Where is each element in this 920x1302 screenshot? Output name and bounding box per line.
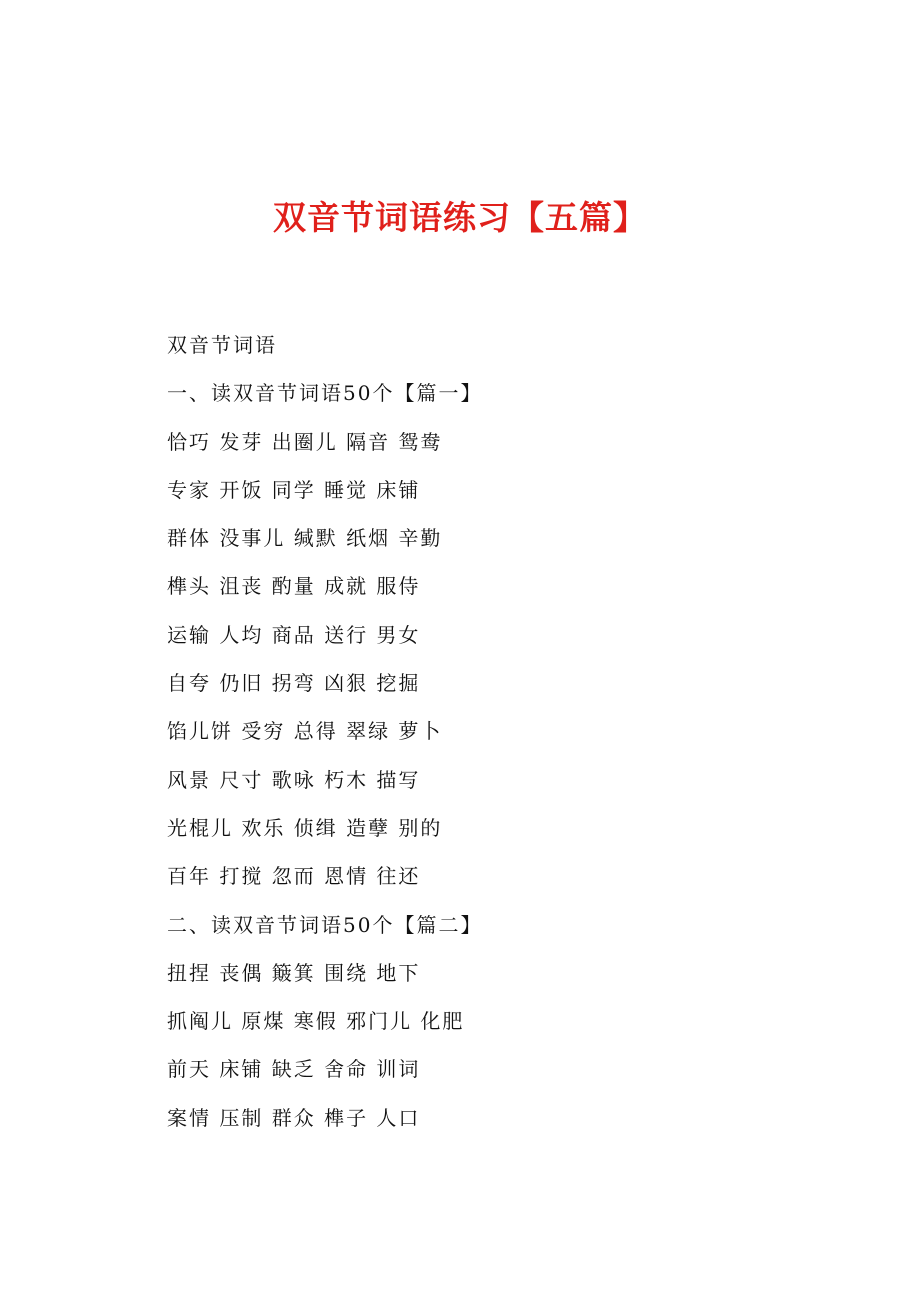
document-title: 双音节词语练习【五篇】 — [273, 198, 647, 237]
word-row: 光棍儿 欢乐 侦缉 造孽 别的 — [167, 815, 443, 840]
word-row: 百年 打搅 忽而 恩情 往还 — [167, 864, 421, 889]
section-heading: 双音节词语 — [167, 333, 277, 357]
word-row: 案情 压制 群众 榫子 人口 — [167, 1105, 421, 1130]
document-body — [167, 328, 807, 1149]
word-row: 群体 没事儿 缄默 纸烟 辛勤 — [167, 526, 443, 551]
word-row: 榫头 沮丧 酌量 成就 服侍 — [167, 574, 421, 599]
word-row: 前天 床铺 缺乏 舍命 训词 — [167, 1057, 421, 1082]
word-row: 抓阄儿 原煤 寒假 邪门儿 化肥 — [167, 1009, 465, 1034]
word-row: 风景 尺寸 歌咏 朽木 描写 — [167, 767, 421, 792]
word-row: 馅儿饼 受穷 总得 翠绿 萝卜 — [167, 719, 443, 744]
word-row: 自夸 仍旧 拐弯 凶狠 挖掘 — [167, 671, 421, 696]
word-row: 专家 开饭 同学 睡觉 床铺 — [167, 477, 421, 502]
word-row: 扭捏 丧偶 簸箕 围绕 地下 — [167, 960, 421, 985]
subsection-heading-part-two: 二、读双音节词语50个【篇二】 — [167, 912, 483, 937]
word-row: 运输 人均 商品 送行 男女 — [167, 622, 421, 647]
subsection-heading-part-one: 一、读双音节词语50个【篇一】 — [167, 381, 483, 406]
word-row: 恰巧 发芽 出圈儿 隔音 鸳鸯 — [167, 429, 443, 454]
